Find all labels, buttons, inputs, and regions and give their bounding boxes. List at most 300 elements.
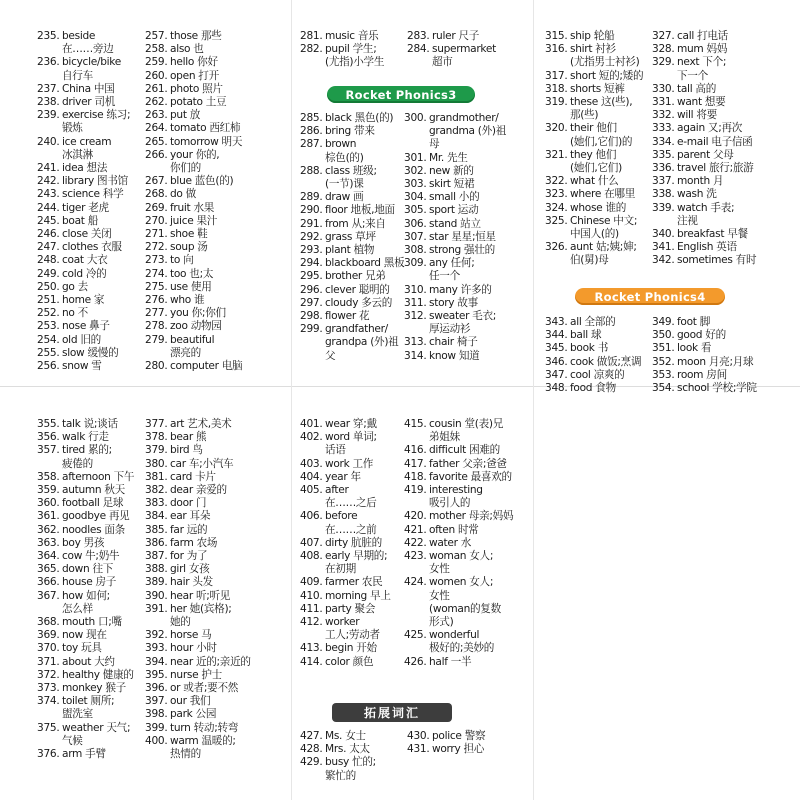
entry-text: floor 地板,地面	[325, 204, 395, 217]
entry-text: bicycle/bike	[62, 56, 121, 69]
word-entry	[37, 524, 142, 537]
word-entry	[145, 708, 285, 721]
entry-number: 330.	[652, 82, 675, 95]
entry-number: 294.	[300, 257, 323, 270]
entry-text: what 什么	[570, 175, 619, 188]
word-entry	[145, 682, 285, 695]
entry-number: 307.	[404, 230, 427, 243]
entry-number: 244.	[37, 201, 60, 214]
entry-number: 374.	[37, 695, 60, 708]
entry-number: 348.	[545, 382, 568, 395]
entry-number: 322.	[545, 175, 568, 188]
entry-text: 母	[429, 138, 440, 151]
entry-number	[37, 149, 62, 162]
entry-number	[652, 70, 677, 83]
entry-text: next 下个;	[677, 56, 727, 69]
entry-text: girl 女孩	[170, 563, 210, 576]
entry-number: 236.	[37, 56, 60, 69]
word-entry	[545, 83, 650, 96]
entry-text: supermarket	[432, 43, 496, 56]
word-entry	[37, 550, 142, 563]
word-entry	[545, 70, 650, 83]
entry-text: 工人;劳动者	[325, 629, 380, 642]
word-entry	[37, 418, 142, 431]
entry-number: 357.	[37, 444, 60, 457]
entry-number	[404, 270, 429, 283]
word-entry-continuation	[37, 70, 142, 83]
entry-number: 411.	[300, 602, 323, 615]
entry-number: 358.	[37, 470, 60, 483]
entry-number: 269.	[145, 201, 168, 214]
word-entry	[37, 241, 142, 254]
entry-text: house 房子	[62, 576, 117, 589]
entry-text: whose 谁的	[570, 201, 627, 214]
entry-number: 242.	[37, 175, 60, 188]
entry-number: 329.	[652, 56, 675, 69]
entry-number: 415.	[404, 418, 427, 430]
entry-text: 冰淇淋	[62, 148, 93, 161]
word-entry	[145, 444, 285, 457]
entry-text: 在初期	[325, 563, 356, 576]
word-entry	[37, 83, 142, 96]
entry-text: again 又;再次	[677, 122, 743, 135]
entry-number: 274.	[145, 267, 168, 280]
entry-number: 392.	[145, 629, 168, 642]
entry-number: 362.	[37, 523, 60, 536]
word-entry	[145, 281, 285, 294]
word-entry	[652, 382, 797, 395]
entry-number: 365.	[37, 563, 60, 576]
word-entry	[37, 320, 142, 333]
entry-number: 368.	[37, 616, 60, 629]
entry-number: 238.	[37, 96, 60, 109]
word-entry-continuation	[145, 347, 285, 360]
entry-text: (woman的复数	[429, 602, 501, 615]
entry-number: 293.	[300, 244, 323, 257]
word-entry	[37, 268, 142, 281]
entry-text: mum 妈妈	[677, 43, 728, 56]
entry-text: exercise 练习;	[62, 109, 131, 122]
entry-text: her 她(宾格);	[170, 602, 232, 615]
entry-text: bird 鸟	[170, 444, 203, 457]
entry-text: (尤指男士衬衫)	[570, 56, 640, 69]
entry-text: ball 球	[570, 329, 602, 342]
entry-text: 形式)	[429, 616, 454, 629]
word-entry	[404, 257, 529, 270]
word-entry	[652, 369, 797, 382]
entry-text: new 新的	[429, 164, 474, 177]
entry-number: 381.	[145, 470, 168, 483]
entry-number: 280.	[145, 360, 168, 373]
word-entry	[145, 497, 285, 510]
word-entry	[145, 360, 285, 373]
entry-text: 锻炼	[62, 122, 83, 135]
word-entry	[37, 360, 142, 373]
entry-text: who 谁	[170, 294, 205, 307]
entry-number	[300, 497, 325, 510]
entry-text: pupil 学生;	[325, 43, 377, 56]
entry-text: room 房间	[677, 368, 727, 381]
entry-number: 316.	[545, 43, 568, 56]
entry-text: our 我们	[170, 695, 211, 708]
entry-number: 341.	[652, 241, 675, 254]
entry-text: flower 花	[325, 310, 370, 323]
entry-number: 377.	[145, 418, 168, 430]
word-entry	[145, 215, 285, 228]
entry-text: woman 女人;	[429, 550, 494, 563]
entry-number: 251.	[37, 294, 60, 307]
entry-text: talk 说;谈话	[62, 418, 118, 430]
entry-number: 416.	[404, 444, 427, 457]
entry-text: 那(些)	[570, 109, 599, 122]
entry-text: book 书	[570, 342, 608, 355]
entry-number	[300, 350, 325, 363]
word-column	[545, 30, 650, 268]
entry-text: English 英语	[677, 241, 737, 254]
entry-text: beside	[62, 30, 96, 42]
entry-number	[545, 162, 570, 175]
entry-number: 328.	[652, 43, 675, 56]
entry-number: 313.	[404, 336, 427, 349]
entry-text: 注视	[677, 214, 698, 227]
entry-text: wash 洗	[677, 188, 717, 201]
entry-number: 315.	[545, 30, 568, 42]
entry-number: 347.	[545, 368, 568, 381]
entry-number: 263.	[145, 109, 168, 122]
entry-text: sport 运动	[429, 204, 479, 217]
entry-number: 252.	[37, 307, 60, 320]
entry-number: 370.	[37, 642, 60, 655]
word-entry-continuation	[545, 56, 650, 69]
entry-text: 父	[325, 349, 336, 362]
entry-number: 404.	[300, 470, 323, 483]
word-entry	[37, 590, 142, 603]
entry-text: 自行车	[62, 69, 93, 82]
entry-text: car 车;小汽车	[170, 457, 234, 470]
entry-number: 261.	[145, 82, 168, 95]
entry-text: ear 耳朵	[170, 510, 211, 523]
entry-text: chair 椅子	[429, 336, 478, 349]
entry-text: close 关闭	[62, 228, 112, 241]
word-entry	[652, 175, 797, 188]
entry-number	[300, 563, 325, 576]
entry-text: early 早期的;	[325, 550, 388, 563]
word-entry	[300, 218, 410, 231]
word-entry	[145, 563, 285, 576]
entry-text: school 学校;学院	[677, 382, 757, 395]
word-entry	[145, 418, 285, 431]
entry-number: 383.	[145, 497, 168, 510]
word-entry	[407, 730, 522, 743]
entry-number	[37, 122, 62, 135]
word-entry	[300, 603, 410, 616]
entry-number: 257.	[145, 30, 168, 42]
entry-number	[300, 152, 325, 165]
word-entry	[404, 458, 529, 471]
entry-text: driver 司机	[62, 96, 116, 109]
word-entry	[145, 228, 285, 241]
word-entry	[145, 122, 285, 135]
entry-text: color 颜色	[325, 655, 374, 668]
entry-number: 387.	[145, 550, 168, 563]
entry-number: 397.	[145, 695, 168, 708]
word-entry-continuation	[407, 56, 522, 69]
entry-number: 297.	[300, 296, 323, 309]
entry-text: China 中国	[62, 82, 115, 95]
word-entry	[145, 43, 285, 56]
entry-text: noodles 面条	[62, 523, 125, 536]
entry-text: soup 汤	[170, 241, 208, 254]
entry-number	[145, 748, 170, 761]
word-entry	[37, 307, 142, 320]
entry-number: 317.	[545, 69, 568, 82]
entry-number: 400.	[145, 734, 168, 747]
word-entry-continuation	[300, 770, 405, 783]
entry-text: 盥洗室	[62, 708, 93, 721]
word-entry	[37, 669, 142, 682]
entry-text: far 远的	[170, 523, 208, 536]
entry-text: shoe 鞋	[170, 228, 208, 241]
word-column	[300, 730, 405, 783]
word-entry-continuation	[404, 616, 529, 629]
word-entry	[404, 656, 529, 669]
entry-text: turn 转动;转弯	[170, 721, 239, 734]
word-entry	[145, 669, 285, 682]
entry-number: 295.	[300, 270, 323, 283]
entry-text: ship 轮船	[570, 30, 615, 42]
entry-text: Mr. 先生	[429, 151, 468, 164]
word-entry	[145, 70, 285, 83]
entry-number: 304.	[404, 191, 427, 204]
word-entry	[300, 418, 410, 431]
entry-text: after	[325, 484, 349, 497]
entry-text: cold 冷的	[62, 267, 107, 280]
word-entry	[37, 254, 142, 267]
entry-number: 312.	[404, 310, 427, 323]
entry-number	[37, 603, 62, 616]
entry-number: 320.	[545, 122, 568, 135]
word-entry	[404, 152, 529, 165]
entry-number: 254.	[37, 333, 60, 346]
word-entry	[545, 356, 650, 369]
entry-number: 396.	[145, 682, 168, 695]
word-entry-continuation	[300, 152, 410, 165]
entry-text: favorite 最喜欢的	[429, 470, 512, 483]
entry-number: 323.	[545, 188, 568, 201]
word-entry	[545, 202, 650, 215]
entry-number: 258.	[145, 43, 168, 56]
entry-text: science 科学	[62, 188, 124, 201]
entry-number	[300, 629, 325, 642]
entry-number: 364.	[37, 550, 60, 563]
entry-text: about 大约	[62, 655, 115, 668]
word-entry	[145, 590, 285, 603]
entry-text: 极好的;美妙的	[429, 642, 495, 655]
word-entry-continuation	[300, 524, 410, 537]
entry-text: boat 船	[62, 214, 99, 227]
entry-text: (尤指)小学生	[325, 56, 385, 69]
word-entry	[545, 382, 650, 395]
entry-text: autumn 秋天	[62, 484, 125, 497]
word-entry	[300, 112, 410, 125]
entry-text: 棕色(的)	[325, 151, 364, 164]
word-entry	[545, 316, 650, 329]
word-entry	[145, 735, 285, 748]
entry-number: 409.	[300, 576, 323, 589]
entry-text: warm 温暖的;	[170, 734, 236, 747]
entry-text: e-mail 电子信函	[677, 135, 753, 148]
entry-text: walk 行走	[62, 431, 109, 444]
entry-number	[404, 138, 429, 151]
entry-text: home 家	[62, 294, 105, 307]
entry-text: juice 果汁	[170, 214, 218, 227]
entry-text: or 或者;要不然	[170, 682, 239, 695]
entry-number: 342.	[652, 254, 675, 267]
entry-text: 在……之后	[325, 497, 377, 510]
word-entry	[145, 241, 285, 254]
word-entry	[404, 537, 529, 550]
word-entry	[300, 656, 410, 669]
word-entry	[37, 484, 142, 497]
entry-number	[404, 323, 429, 336]
entry-number	[300, 770, 325, 783]
entry-number	[545, 109, 570, 122]
entry-text: small 小的	[429, 191, 480, 204]
word-entry	[37, 109, 142, 122]
entry-number: 303.	[404, 178, 427, 191]
entry-text: mother 母亲;妈妈	[429, 510, 514, 523]
entry-text: grass 草坪	[325, 230, 376, 243]
entry-number: 429.	[300, 756, 323, 769]
word-entry	[145, 629, 285, 642]
word-entry	[404, 336, 529, 349]
entry-text: often 时常	[429, 523, 479, 536]
entry-text: park 公园	[170, 708, 217, 721]
entry-number: 262.	[145, 96, 168, 109]
word-entry-continuation	[404, 563, 529, 576]
entry-text: bring 带来	[325, 125, 375, 138]
entry-text: strong 强壮的	[429, 244, 495, 257]
entry-text: farmer 农民	[325, 576, 383, 589]
entry-text: star 星星;恒星	[429, 230, 496, 243]
entry-number: 287.	[300, 138, 323, 151]
entry-number: 363.	[37, 536, 60, 549]
entry-text: grandma (外)祖	[429, 125, 507, 138]
word-entry	[300, 284, 410, 297]
word-entry	[652, 241, 797, 254]
entry-text: cousin 堂(表)兄	[429, 418, 504, 430]
entry-text: use 使用	[170, 280, 212, 293]
word-entry	[37, 96, 142, 109]
entry-number: 339.	[652, 201, 675, 214]
entry-number	[545, 228, 570, 241]
entry-number: 375.	[37, 721, 60, 734]
word-entry	[300, 458, 410, 471]
entry-number	[300, 524, 325, 537]
word-entry	[652, 136, 797, 149]
entry-text: toy 玩具	[62, 642, 102, 655]
word-entry	[545, 188, 650, 201]
entry-text: afternoon 下午	[62, 470, 135, 483]
entry-text: hair 头发	[170, 576, 213, 589]
entry-text: monkey 猴子	[62, 682, 126, 695]
word-column	[145, 418, 285, 761]
entry-number: 354.	[652, 382, 675, 395]
entry-text: beautiful	[170, 333, 215, 346]
word-entry	[37, 510, 142, 523]
word-entry	[652, 96, 797, 109]
word-entry	[407, 43, 522, 56]
entry-text: music 音乐	[325, 30, 379, 42]
word-entry	[145, 642, 285, 655]
entry-text: black 黑色(的)	[325, 112, 394, 124]
entry-number: 248.	[37, 254, 60, 267]
entry-text: grandpa (外)祖	[325, 336, 399, 349]
word-entry	[300, 204, 410, 217]
word-entry	[652, 228, 797, 241]
entry-number	[407, 56, 432, 69]
word-entry-continuation	[300, 350, 410, 363]
entry-text: word 单词;	[325, 431, 377, 444]
word-entry-continuation	[300, 444, 410, 457]
entry-text: (她们,它们)的	[570, 135, 633, 148]
entry-number: 306.	[404, 217, 427, 230]
word-entry-continuation	[37, 708, 142, 721]
entry-number	[404, 125, 429, 138]
entry-text: call 打电话	[677, 30, 728, 42]
entry-text: shirt 衬衫	[570, 43, 616, 56]
word-entry	[145, 334, 285, 347]
entry-number: 410.	[300, 589, 323, 602]
entry-number	[37, 70, 62, 83]
entry-number: 310.	[404, 283, 427, 296]
entry-text: want 想要	[677, 96, 726, 109]
entry-text: cool 凉爽的	[570, 368, 625, 381]
word-entry	[300, 616, 410, 629]
word-entry	[545, 96, 650, 109]
entry-number: 402.	[300, 431, 323, 444]
entry-number: 283.	[407, 30, 430, 42]
entry-text: party 聚会	[325, 602, 376, 615]
word-entry	[404, 297, 529, 310]
entry-text: food 食物	[570, 382, 616, 395]
word-entry-continuation	[545, 162, 650, 175]
entry-text: 繁忙的	[325, 769, 356, 782]
entry-text: clothes 衣服	[62, 241, 122, 254]
word-entry	[37, 281, 142, 294]
entry-text: travel 旅行;旅游	[677, 162, 754, 175]
entry-text: busy 忙的;	[325, 756, 376, 769]
entry-number: 271.	[145, 228, 168, 241]
word-entry	[300, 165, 410, 178]
word-entry	[545, 149, 650, 162]
entry-text: Mrs. 太太	[325, 743, 370, 756]
entry-text: sometimes 有时	[677, 254, 757, 267]
entry-number: 273.	[145, 254, 168, 267]
entry-text: from 从;来自	[325, 217, 386, 230]
word-column	[404, 418, 529, 669]
entry-text: for 为了	[170, 550, 208, 563]
word-entry-continuation	[404, 323, 529, 336]
word-column	[545, 316, 650, 395]
entry-number: 288.	[300, 164, 323, 177]
entry-text: hear 听;听见	[170, 589, 231, 602]
word-entry	[37, 682, 142, 695]
entry-text: brown	[325, 138, 357, 151]
word-entry	[37, 136, 142, 149]
entry-text: watch 手表;	[677, 201, 735, 214]
entry-number: 275.	[145, 280, 168, 293]
